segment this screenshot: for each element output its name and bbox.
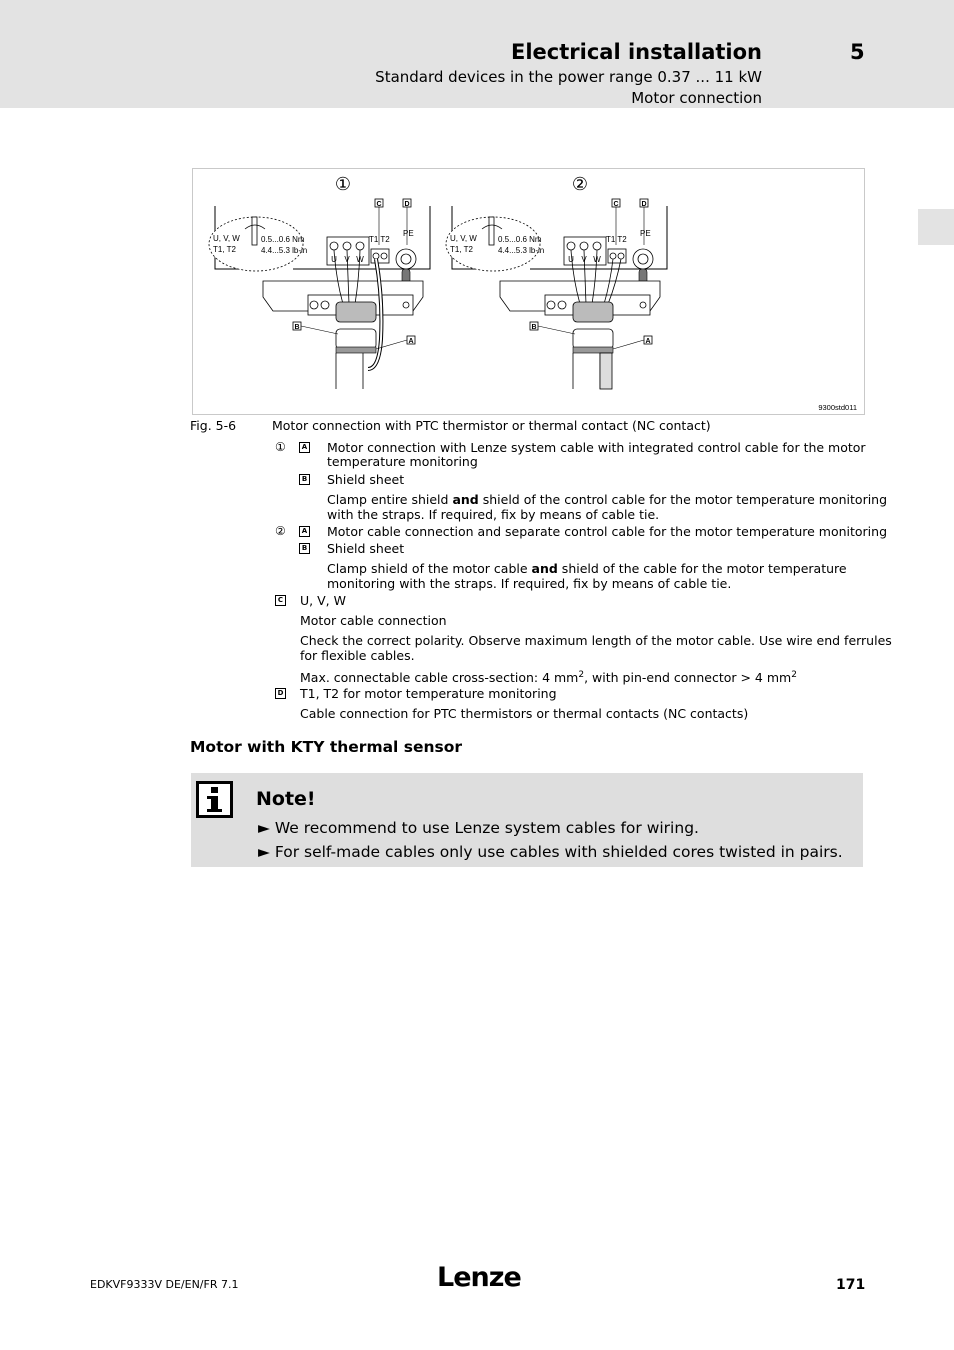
svg-text:T1 T2: T1 T2 bbox=[369, 235, 390, 244]
panel-marker-2: ② bbox=[571, 174, 589, 194]
svg-text:T1, T2: T1, T2 bbox=[450, 245, 473, 254]
legend-badge-b: B bbox=[299, 543, 310, 554]
diagram-panel-2 bbox=[446, 174, 667, 389]
chapter-number: 5 bbox=[850, 40, 865, 64]
section-subtitle: Standard devices in the power range 0.37 ... 11 kW bbox=[375, 68, 762, 86]
svg-text:W: W bbox=[356, 255, 364, 264]
diagram-panel-1 bbox=[209, 174, 430, 389]
svg-text:0.5...0.6 Nm: 0.5...0.6 Nm bbox=[498, 235, 542, 244]
legend-marker-2: ② bbox=[275, 524, 286, 538]
document-id: EDKVF9333V DE/EN/FR 7.1 bbox=[90, 1278, 239, 1291]
svg-text:0.5...0.6 Nm: 0.5...0.6 Nm bbox=[261, 235, 305, 244]
legend-marker-1: ① bbox=[275, 440, 286, 454]
svg-text:U, V, W: U, V, W bbox=[213, 234, 240, 243]
chapter-title: Electrical installation bbox=[511, 40, 762, 64]
svg-text:D: D bbox=[641, 201, 647, 208]
svg-text:T1, T2: T1, T2 bbox=[213, 245, 236, 254]
info-icon bbox=[196, 781, 233, 822]
panel-marker-1: ① bbox=[334, 174, 352, 194]
svg-text:4.4...5.3 lb-in: 4.4...5.3 lb-in bbox=[261, 246, 308, 255]
svg-text:B: B bbox=[294, 324, 300, 331]
legend-badge-a: A bbox=[299, 526, 310, 537]
svg-text:V: V bbox=[581, 255, 587, 264]
section-heading: Motor with KTY thermal sensor bbox=[190, 738, 463, 756]
page-number: 171 bbox=[836, 1277, 866, 1293]
svg-text:U: U bbox=[331, 255, 337, 264]
legend-badge-c: C bbox=[275, 595, 286, 606]
page-header bbox=[0, 0, 954, 108]
svg-text:A: A bbox=[645, 338, 651, 345]
legend-badge-a: A bbox=[299, 442, 310, 453]
wiring-figure bbox=[192, 168, 865, 415]
legend-badge-b: B bbox=[299, 474, 310, 485]
figure-caption: Motor connection with PTC thermistor or thermal contact (NC contact) bbox=[272, 418, 711, 433]
svg-text:B: B bbox=[531, 324, 537, 331]
note-item: ► For self-made cables only use cables with shielded cores twisted in pairs. bbox=[258, 843, 843, 861]
svg-text:A: A bbox=[408, 338, 414, 345]
svg-text:D: D bbox=[404, 201, 410, 208]
svg-text:W: W bbox=[593, 255, 601, 264]
brand-logo: Lenze bbox=[437, 1262, 521, 1293]
svg-text:U, V, W: U, V, W bbox=[450, 234, 477, 243]
legend-badge-d: D bbox=[275, 688, 286, 699]
svg-text:4.4...5.3 lb-in: 4.4...5.3 lb-in bbox=[498, 246, 545, 255]
svg-text:C: C bbox=[613, 201, 619, 208]
note-item: ► We recommend to use Lenze system cables for wiring. bbox=[258, 819, 699, 837]
figure-number: Fig. 5-6 bbox=[190, 418, 237, 433]
svg-text:PE: PE bbox=[640, 229, 651, 238]
svg-text:PE: PE bbox=[403, 229, 414, 238]
note-title: Note! bbox=[256, 788, 316, 810]
svg-text:T1 T2: T1 T2 bbox=[606, 235, 627, 244]
svg-text:U: U bbox=[568, 255, 574, 264]
chapter-tab-marker bbox=[918, 209, 954, 245]
subsection-subtitle: Motor connection bbox=[631, 89, 762, 107]
figure-code: 9300std011 bbox=[818, 403, 857, 412]
svg-text:V: V bbox=[344, 255, 350, 264]
svg-text:C: C bbox=[376, 201, 382, 208]
